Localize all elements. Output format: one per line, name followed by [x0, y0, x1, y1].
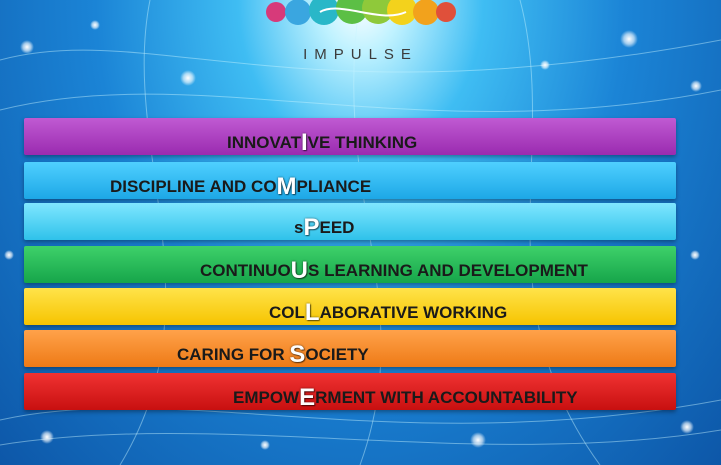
impulse-logo [0, 0, 721, 70]
bar-label: INNOVATIVE THINKING [227, 129, 418, 156]
value-bar-caring-for-society [24, 330, 676, 367]
logo-text: IMPULSE [303, 46, 418, 63]
value-bar-speed [24, 203, 676, 240]
bar-label: DISCIPLINE AND COMPLIANCE [110, 173, 372, 200]
acronym-letter: L [304, 299, 320, 326]
acronym-letter: P [303, 214, 320, 241]
value-bar-collaborative-working [24, 288, 676, 325]
value-bar-innovative-thinking [24, 118, 676, 155]
value-bar-empowerment [24, 373, 676, 410]
bar-label: COLLABORATIVE WORKING [269, 299, 508, 326]
acronym-letter: U [290, 257, 309, 284]
bar-label: CARING FOR SOCIETY [177, 341, 369, 368]
acronym-letter: I [300, 129, 308, 156]
logo-mark-icon [260, 0, 460, 26]
value-bar-continuous-learning [24, 246, 676, 283]
bar-label: sPEED [294, 214, 355, 241]
acronym-letter: E [299, 384, 316, 411]
acronym-letter: S [289, 341, 306, 368]
bar-label: CONTINUOUS LEARNING AND DEVELOPMENT [200, 257, 588, 284]
bar-label: EMPOWERMENT WITH ACCOUNTABILITY [233, 384, 578, 411]
values-board [24, 118, 676, 414]
acronym-letter: M [276, 173, 297, 200]
value-bar-discipline-compliance [24, 162, 676, 199]
